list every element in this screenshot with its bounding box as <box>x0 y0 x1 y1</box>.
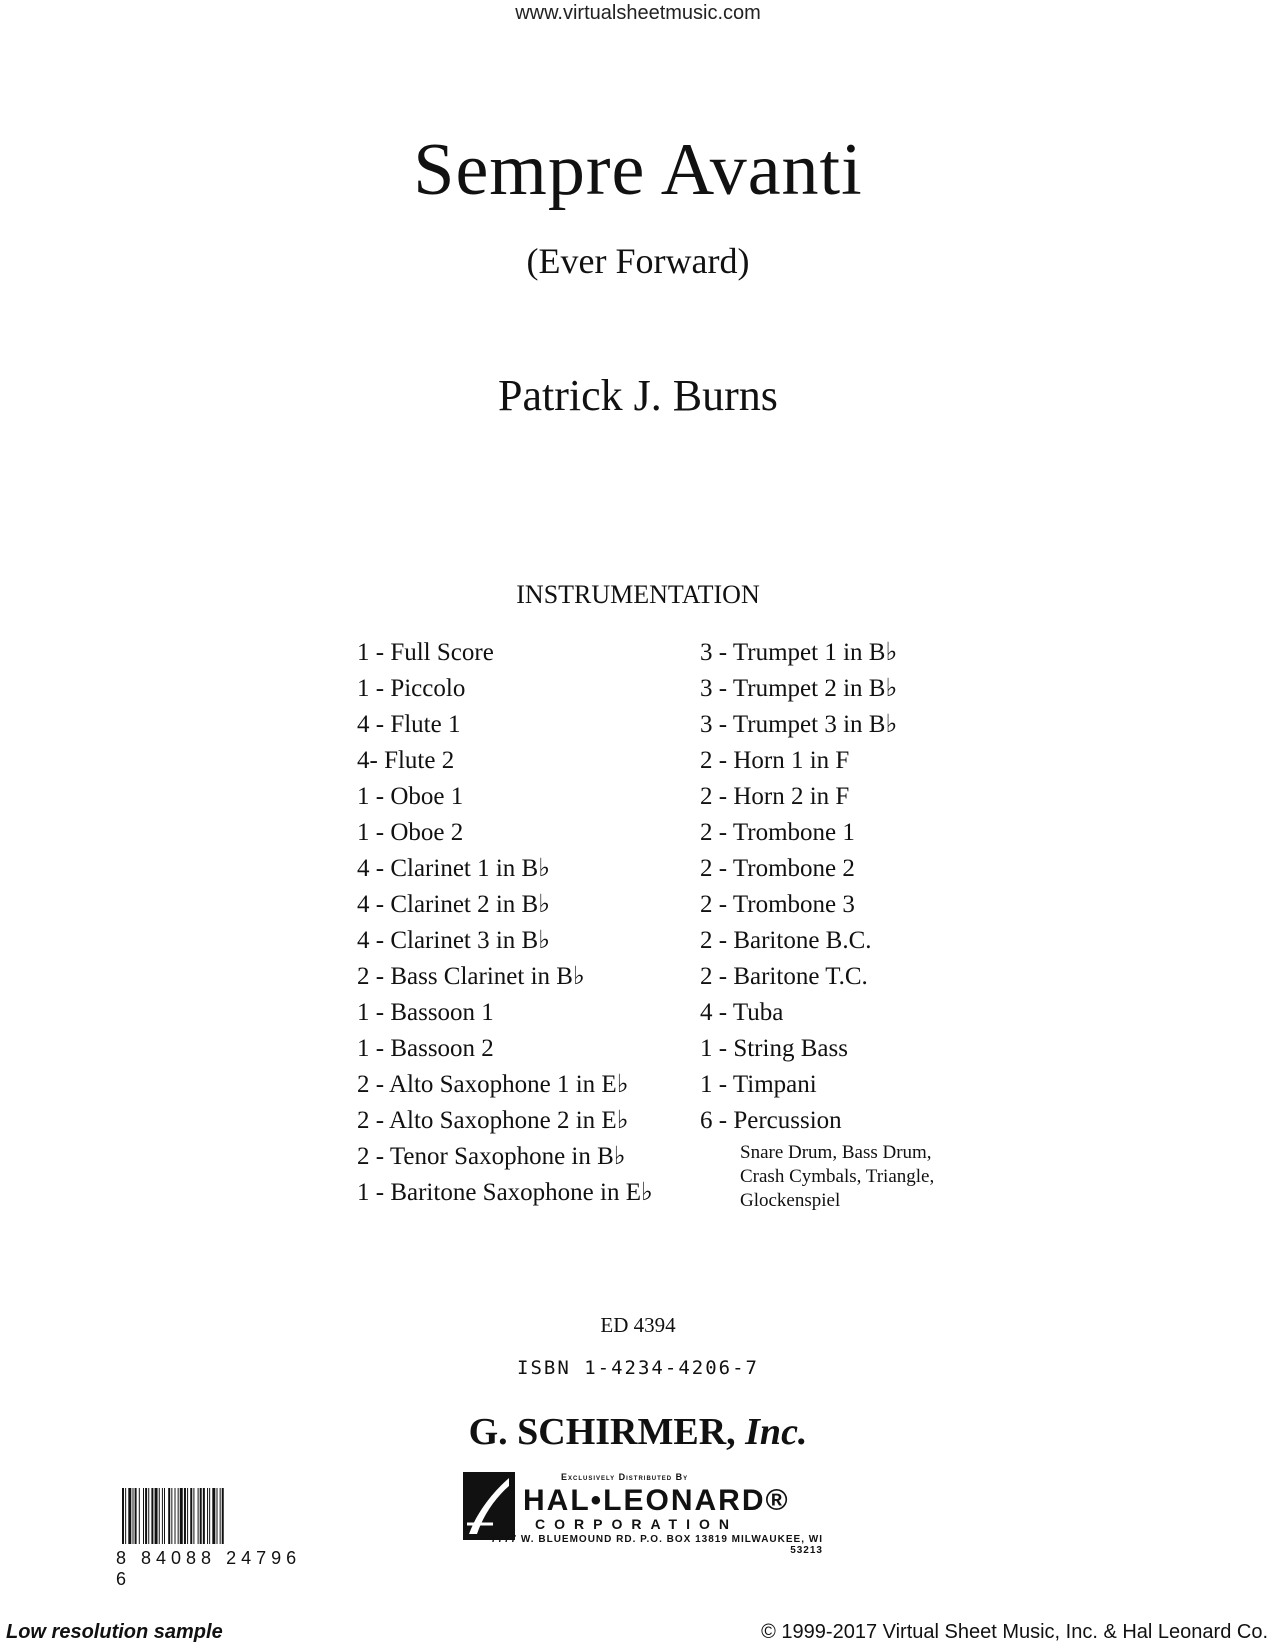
percussion-detail-line: Crash Cymbals, Triangle, <box>740 1166 935 1187</box>
instrument-item: 6 - Percussion <box>700 1107 842 1134</box>
distributor-corp: CORPORATION <box>535 1516 738 1532</box>
score-subtitle: (Ever Forward) <box>526 241 750 281</box>
instrument-item: 2 - Trombone 2 <box>700 855 855 882</box>
instrument-item: 3 - Trumpet 3 in B♭ <box>700 711 898 738</box>
distributor-note: Exclusively Distributed By <box>561 1472 689 1482</box>
instrument-item: 1 - Timpani <box>700 1071 817 1098</box>
hal-leonard-logo-icon <box>463 1472 515 1540</box>
instrument-item: 2 - Tenor Saxophone in B♭ <box>357 1143 626 1170</box>
instrument-item: 1 - Piccolo <box>357 675 466 702</box>
percussion-detail <box>740 1141 934 1213</box>
instrument-item: 1 - Oboe 1 <box>357 783 464 810</box>
instrument-item: 1 - Bassoon 2 <box>357 1035 494 1062</box>
distributor-name: HAL•LEONARD® <box>523 1484 790 1517</box>
barcode-number: 8 84088 24796 6 <box>116 1548 302 1589</box>
instrument-item: 2 - Alto Saxophone 2 in E♭ <box>357 1107 629 1134</box>
instrument-item: 2 - Bass Clarinet in B♭ <box>357 963 585 990</box>
instrument-item: 2 - Trombone 3 <box>700 891 855 918</box>
publisher-main: G. SCHIRMER, <box>468 1411 736 1453</box>
isbn: ISBN 1-4234-4206-7 <box>517 1357 759 1379</box>
instrument-item: 1 - Full Score <box>357 639 494 666</box>
instrument-item: 1 - Bassoon 1 <box>357 999 494 1026</box>
footer-sample-notice: Low resolution sample <box>6 1621 223 1643</box>
distributor-block <box>463 1472 823 1556</box>
score-title: Sempre Avanti <box>413 129 863 211</box>
instrument-item: 2 - Horn 2 in F <box>700 783 850 810</box>
instrument-list-right <box>700 635 934 1213</box>
instrument-item: 4- Flute 2 <box>357 747 455 774</box>
footer-copyright: © 1999-2017 Virtual Sheet Music, Inc. & Hal Leonard Co. <box>761 1621 1268 1643</box>
instrument-list-left <box>357 635 653 1211</box>
percussion-detail-line: Snare Drum, Bass Drum, <box>740 1142 932 1163</box>
instrument-item: 3 - Trumpet 1 in B♭ <box>700 639 898 666</box>
publisher-name <box>0 1410 1276 1454</box>
instrument-item: 4 - Flute 1 <box>357 711 461 738</box>
instrument-item: 2 - Trombone 1 <box>700 819 855 846</box>
instrument-item: 4 - Clarinet 1 in B♭ <box>357 855 551 882</box>
watermark-url: www.virtualsheetmusic.com <box>515 2 761 24</box>
percussion-detail-line: Glockenspiel <box>740 1190 841 1211</box>
instrument-item: 1 - String Bass <box>700 1035 848 1062</box>
instrument-item: 2 - Baritone B.C. <box>700 927 872 954</box>
composer-name: Patrick J. Burns <box>498 371 778 420</box>
instrument-item: 2 - Horn 1 in F <box>700 747 850 774</box>
distributor-address: 7777 W. BLUEMOUND RD. P.O. BOX 13819 MILWAUKEE, WI 53213 <box>490 1534 823 1556</box>
instrument-item: 1 - Oboe 2 <box>357 819 464 846</box>
instrument-item: 3 - Trumpet 2 in B♭ <box>700 675 898 702</box>
instrument-item: 4 - Clarinet 2 in B♭ <box>357 891 551 918</box>
instrument-item: 2 - Baritone T.C. <box>700 963 868 990</box>
publisher-suffix: Inc. <box>745 1411 808 1453</box>
instrument-item: 4 - Clarinet 3 in B♭ <box>357 927 551 954</box>
instrument-item: 4 - Tuba <box>700 999 784 1026</box>
instrumentation-heading: INSTRUMENTATION <box>516 580 760 609</box>
barcode-icon <box>122 1488 306 1544</box>
instrument-item: 1 - Baritone Saxophone in E♭ <box>357 1179 653 1206</box>
instrument-item: 2 - Alto Saxophone 1 in E♭ <box>357 1071 629 1098</box>
edition-number: ED 4394 <box>600 1313 676 1337</box>
